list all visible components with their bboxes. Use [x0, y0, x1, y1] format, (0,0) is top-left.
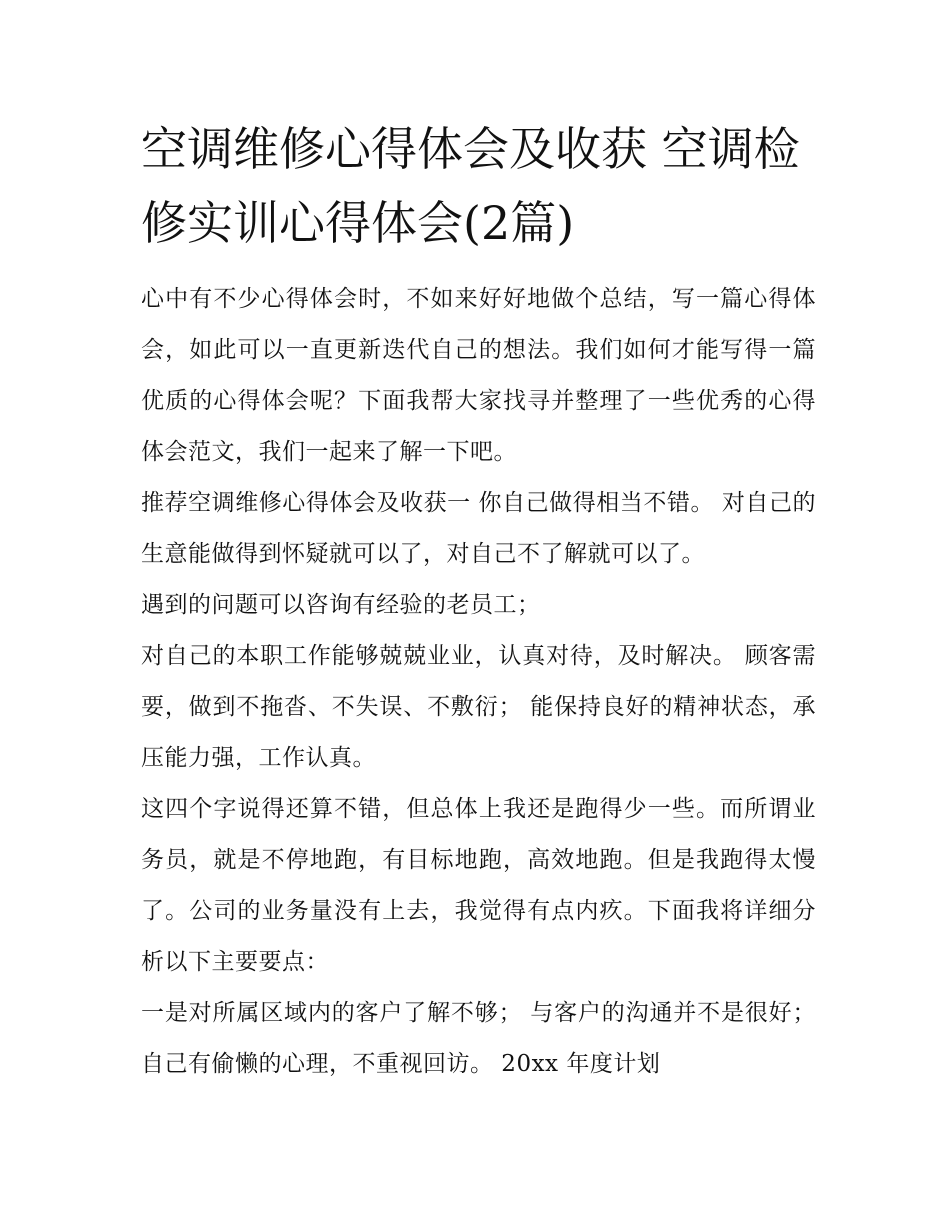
- document-title: 空调维修心得体会及收获 空调检修实训心得体会(2篇): [141, 122, 800, 250]
- document-page: [141, 112, 816, 1090]
- paragraph-consult: 遇到的问题可以咨询有经验的老员工；: [141, 592, 541, 618]
- paragraph-shortcomings: 一是对所属区域内的客户了解不够； 与客户的沟通并不是很好； 自己有偷懒的心理，不重视回访。 20xx 年度计划: [141, 1000, 816, 1077]
- paragraph-duty: 对自己的本职工作能够兢兢业业，认真对待，及时解决。 顾客需要，做到不拖沓、不失误、不敷衍； 能保持良好的精神状态，承压能力强，工作认真。: [141, 643, 816, 771]
- paragraph-analysis: 这四个字说得还算不错，但总体上我还是跑得少一些。而所谓业务员，就是不停地跑，有目标地跑，高效地跑。但是我跑得太慢了。公司的业务量没有上去，我觉得有点内疚。下面我将详细分析以下主要要点：: [141, 796, 816, 975]
- paragraph-intro: 心中有不少心得体会时，不如来好好地做个总结，写一篇心得体会，如此可以一直更新迭代自己的想法。我们如何才能写得一篇优质的心得体会呢？下面我帮大家找寻并整理了一些优秀的心得体会范文，我们一起来了解一下吧。: [141, 286, 816, 465]
- document-body: [141, 274, 816, 1090]
- paragraph-recommend: 推荐空调维修心得体会及收获一 你自己做得相当不错。 对自己的生意能做得到怀疑就可以了，对自己不了解就可以了。: [141, 490, 816, 567]
